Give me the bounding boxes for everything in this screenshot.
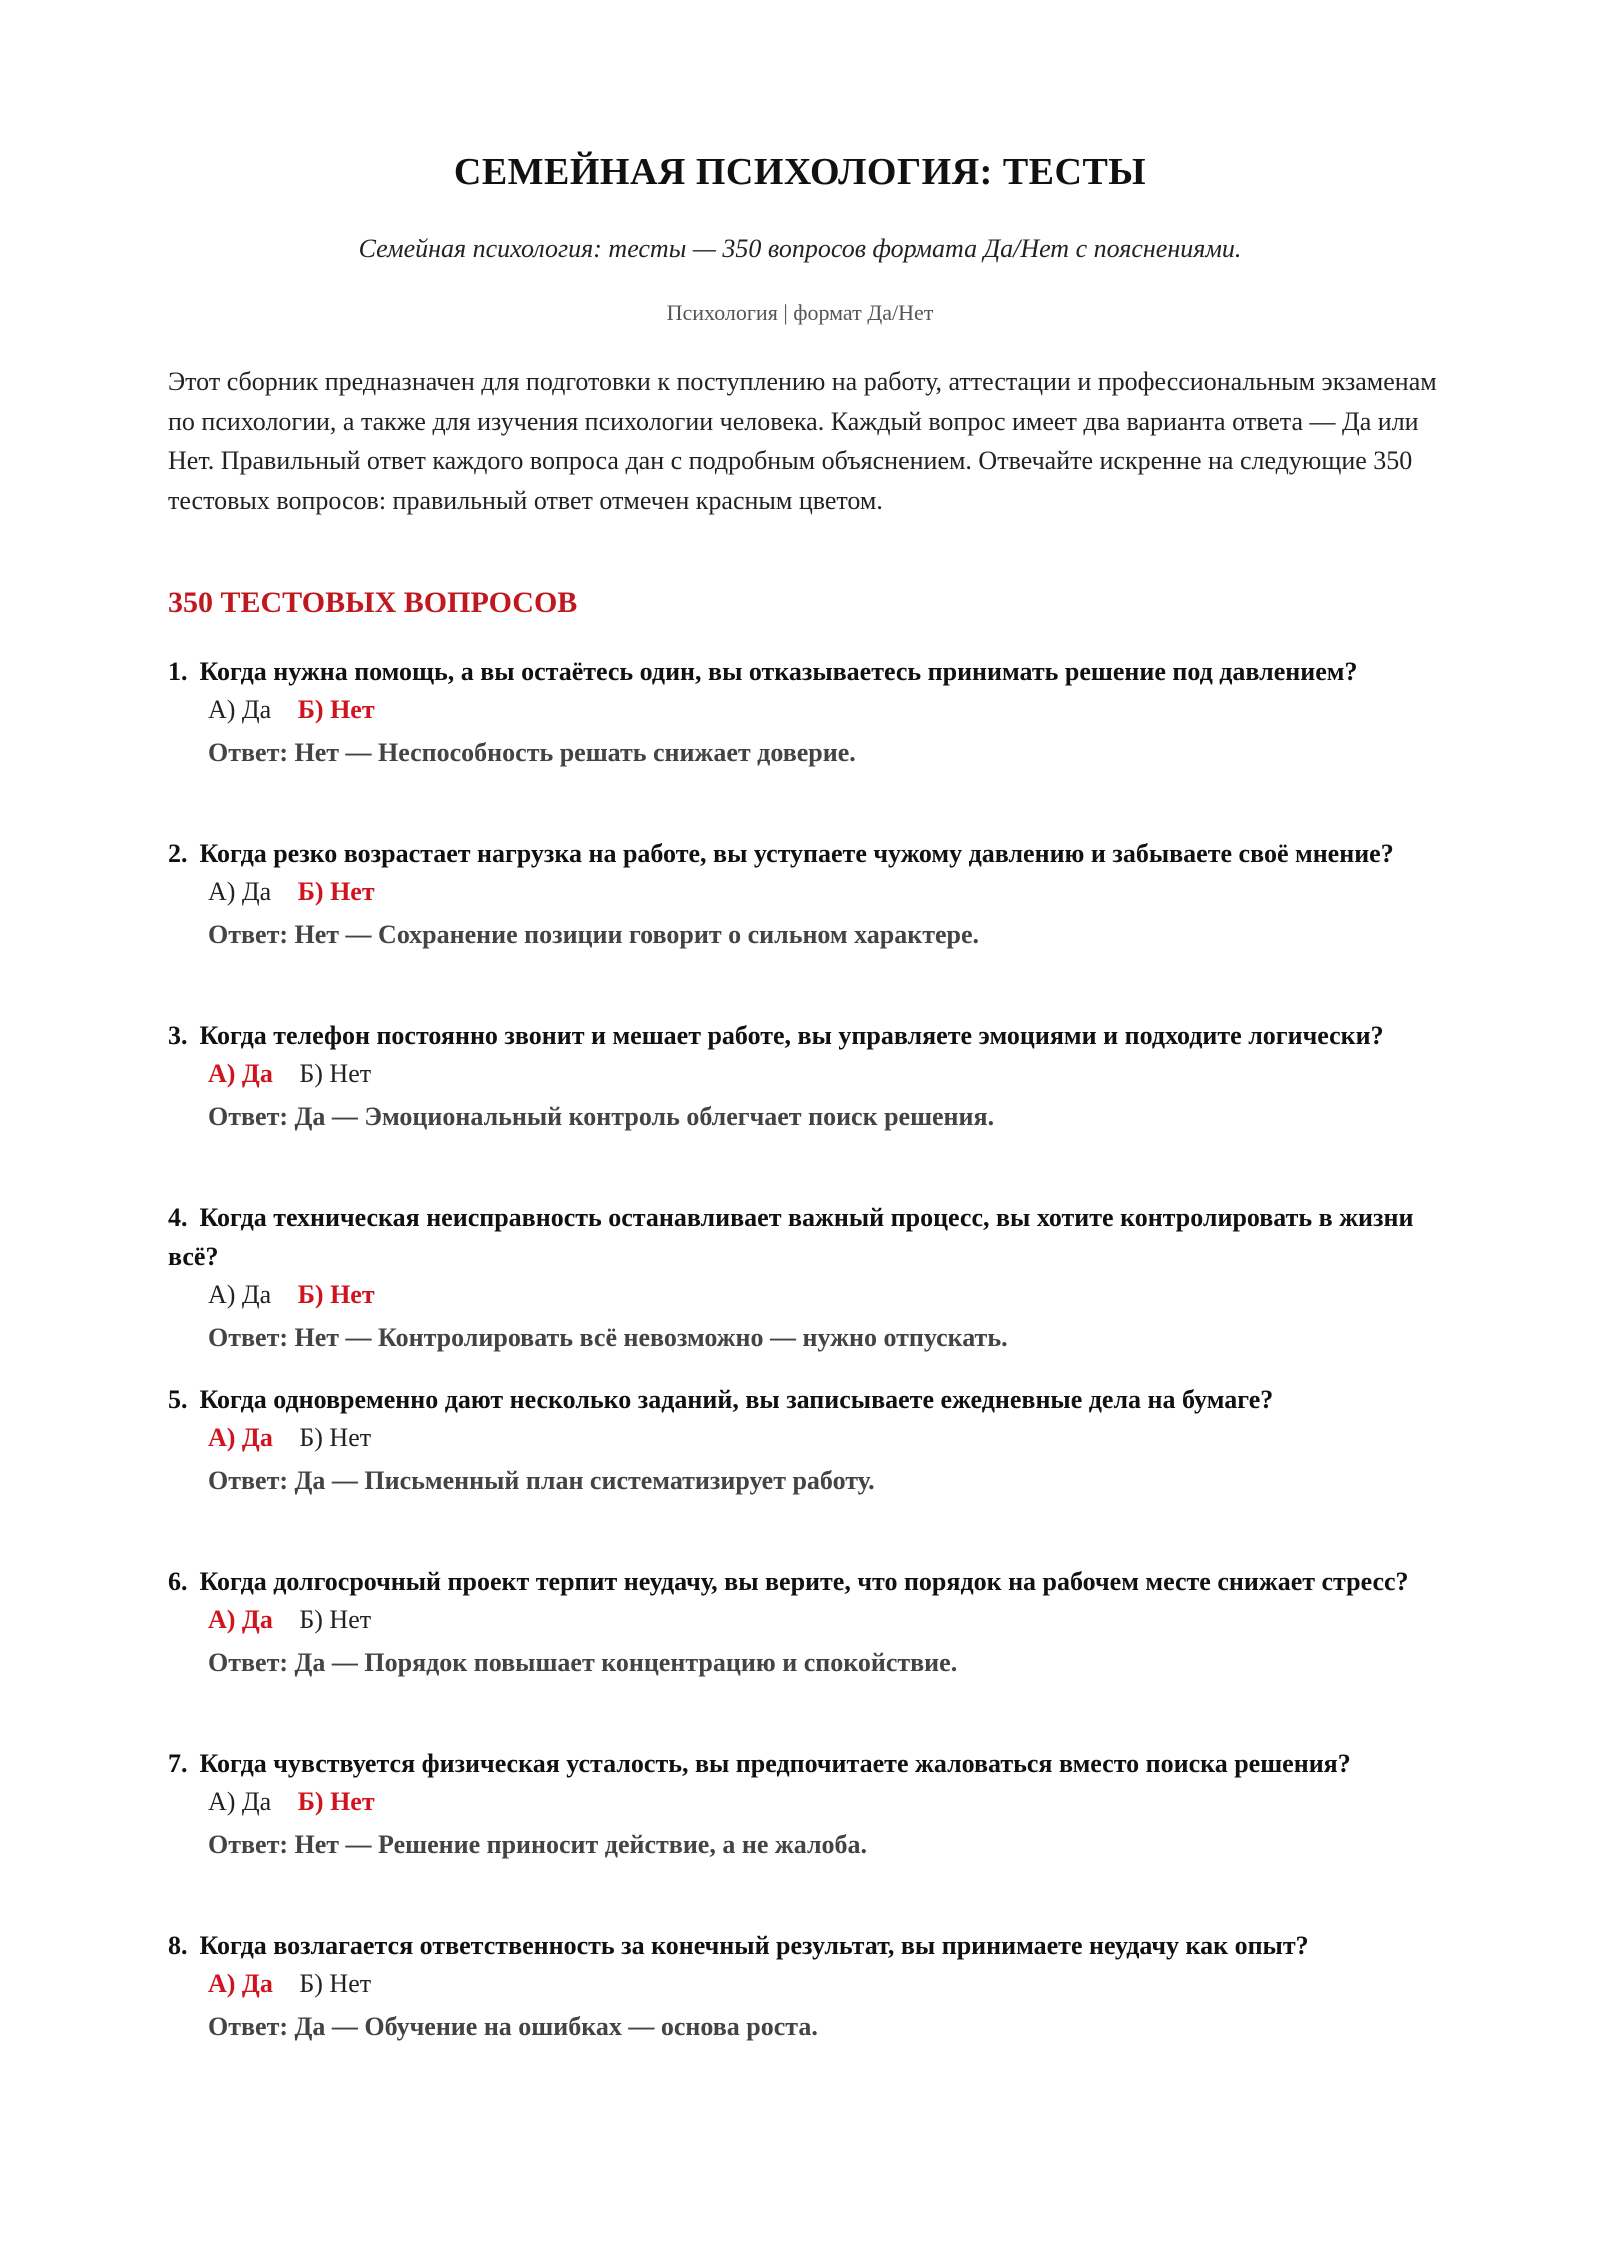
question-text: Когда одновременно дают несколько заданий, вы записываете ежедневные дела на бумаге? bbox=[199, 1385, 1274, 1414]
question-text-block bbox=[168, 834, 1438, 873]
page-subtitle: Семейная психология: тесты — 350 вопросов формата Да/Нет с пояснениями. bbox=[358, 234, 1242, 263]
question-text: Когда чувствуется физическая усталость, вы предпочитаете жаловаться вместо поиска решения? bbox=[199, 1749, 1351, 1778]
question-item bbox=[168, 1562, 1438, 1744]
page-title: СЕМЕЙНАЯ ПСИХОЛОГИЯ: ТЕСТЫ bbox=[453, 151, 1147, 193]
question-item bbox=[168, 1926, 1438, 2108]
option-b[interactable]: Б) Нет bbox=[299, 1969, 372, 1998]
option-a[interactable]: А) Да bbox=[208, 1787, 272, 1816]
answer-explanation: Ответ: Нет — Сохранение позиции говорит о сильном характере. bbox=[208, 920, 980, 949]
question-item bbox=[168, 834, 1438, 1016]
answer-options bbox=[208, 1783, 1438, 1824]
question-item bbox=[168, 1380, 1438, 1562]
question-text-block bbox=[168, 1926, 1438, 1965]
answer-options bbox=[208, 1965, 1438, 2006]
question-list bbox=[168, 652, 1438, 2108]
question-number: 5. bbox=[168, 1385, 188, 1414]
question-text-block bbox=[168, 652, 1438, 691]
option-b[interactable]: Б) Нет bbox=[299, 1605, 372, 1634]
question-text-block bbox=[168, 1744, 1438, 1783]
question-number: 8. bbox=[168, 1931, 188, 1960]
answer-explanation: Ответ: Да — Письменный план систематизирует работу. bbox=[208, 1466, 875, 1495]
answer-options bbox=[208, 873, 1438, 914]
intro-paragraph: Этот сборник предназначен для подготовки к поступлению на работу, аттестации и профессиональным экзаменам по психологии, а также для изучения психологии человека. Каждый вопрос имеет два варианта ответа — Да или Нет. Правильный ответ каждого вопроса дан с подробным объяснением. Отвечайте искренне на следующие 350 тестовых вопросов: правильный ответ отмечен красным цветом. bbox=[168, 367, 1437, 515]
section-heading: 350 ТЕСТОВЫХ ВОПРОСОВ bbox=[168, 586, 578, 619]
option-a[interactable]: А) Да bbox=[208, 1280, 272, 1309]
answer-explanation: Ответ: Да — Порядок повышает концентрацию и спокойствие. bbox=[208, 1648, 958, 1677]
question-text-block bbox=[168, 1380, 1438, 1419]
question-number: 3. bbox=[168, 1021, 188, 1050]
option-b[interactable]: Б) Нет bbox=[297, 1280, 375, 1309]
question-number: 7. bbox=[168, 1749, 188, 1778]
answer-explanation: Ответ: Нет — Контролировать всё невозможно — нужно отпускать. bbox=[208, 1323, 1008, 1352]
option-a[interactable]: А) Да bbox=[208, 1969, 273, 1998]
option-a[interactable]: А) Да bbox=[208, 1059, 273, 1088]
option-b[interactable]: Б) Нет bbox=[297, 1787, 375, 1816]
answer-explanation: Ответ: Нет — Неспособность решать снижает доверие. bbox=[208, 738, 856, 767]
option-a[interactable]: А) Да bbox=[208, 695, 272, 724]
question-number: 6. bbox=[168, 1567, 188, 1596]
answer-options bbox=[208, 1276, 1438, 1317]
question-text-block bbox=[168, 1562, 1438, 1601]
question-item bbox=[168, 1744, 1438, 1926]
option-b[interactable]: Б) Нет bbox=[297, 877, 375, 906]
question-text-block bbox=[168, 1198, 1438, 1276]
option-a[interactable]: А) Да bbox=[208, 1605, 273, 1634]
question-text-block bbox=[168, 1016, 1438, 1055]
answer-options bbox=[208, 691, 1438, 732]
question-text: Когда нужна помощь, а вы остаётесь один, вы отказываетесь принимать решение под давлением? bbox=[199, 657, 1358, 686]
question-item bbox=[168, 652, 1438, 834]
answer-explanation: Ответ: Нет — Решение приносит действие, а не жалоба. bbox=[208, 1830, 868, 1859]
option-a[interactable]: А) Да bbox=[208, 1423, 273, 1452]
question-number: 4. bbox=[168, 1203, 188, 1232]
question-text: Когда техническая неисправность останавливает важный процесс, вы хотите контролировать в жизни всё? bbox=[168, 1203, 1414, 1271]
answer-options bbox=[208, 1419, 1438, 1460]
option-a[interactable]: А) Да bbox=[208, 877, 272, 906]
question-number: 2. bbox=[168, 839, 188, 868]
answer-options bbox=[208, 1601, 1438, 1642]
answer-explanation: Ответ: Да — Обучение на ошибках — основа роста. bbox=[208, 2012, 818, 2041]
question-item bbox=[168, 1198, 1438, 1380]
option-b[interactable]: Б) Нет bbox=[299, 1423, 372, 1452]
question-text: Когда резко возрастает нагрузка на работе, вы уступаете чужому давлению и забываете своё мнение? bbox=[199, 839, 1394, 868]
answer-options bbox=[208, 1055, 1438, 1096]
option-b[interactable]: Б) Нет bbox=[297, 695, 375, 724]
option-b[interactable]: Б) Нет bbox=[299, 1059, 372, 1088]
question-text: Когда долгосрочный проект терпит неудачу, вы верите, что порядок на рабочем месте снижает стресс? bbox=[199, 1567, 1409, 1596]
answer-explanation: Ответ: Да — Эмоциональный контроль облегчает поиск решения. bbox=[208, 1102, 995, 1131]
question-number: 1. bbox=[168, 657, 188, 686]
page-meta: Психология | формат Да/Нет bbox=[666, 300, 934, 325]
question-item bbox=[168, 1016, 1438, 1198]
question-text: Когда возлагается ответственность за конечный результат, вы принимаете неудачу как опыт? bbox=[199, 1931, 1309, 1960]
question-text: Когда телефон постоянно звонит и мешает работе, вы управляете эмоциями и подходите логически? bbox=[199, 1021, 1384, 1050]
